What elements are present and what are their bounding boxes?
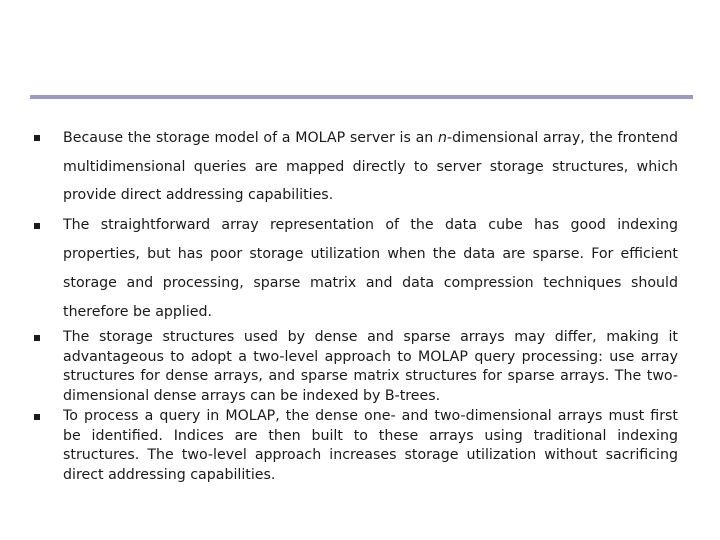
square-bullet-icon bbox=[34, 414, 40, 420]
bullet-item bbox=[63, 328, 678, 406]
bullet-item bbox=[63, 211, 678, 327]
bullet-item bbox=[63, 407, 678, 485]
bullet-text: The storage structures used by dense and sparse arrays may differ, making it advantageous to adopt a two-level approach to MOLAP query processing: use array structures for dense arrays, and sparse matrix structures for sparse arrays. The two-dimensional dense arrays can be indexed by B-trees. bbox=[63, 329, 678, 404]
bullet-text: To process a query in MOLAP, the dense one- and two-dimensional arrays must first be identified. Indices are then built to these arrays using traditional indexing structures. The two-level approach increases storage utilization without sacrificing direct addressing capabilities. bbox=[63, 408, 678, 483]
square-bullet-icon bbox=[34, 223, 40, 229]
bullet-text: The straightforward array representation of the data cube has good indexing properties, but has poor storage utilization when the data are sparse. For efficient storage and processing, sparse matrix and data compression techniques should therefore be applied. bbox=[63, 217, 678, 320]
bullet-text-start: Because the storage model of a MOLAP server is an bbox=[63, 130, 439, 146]
square-bullet-icon bbox=[34, 135, 40, 141]
bullet-item bbox=[63, 124, 678, 210]
square-bullet-icon bbox=[34, 335, 40, 341]
bullet-text-italic: n bbox=[438, 130, 448, 146]
bullet-text-end: -dimensional array, the frontend multidimensional queries are mapped directly to server storage structures, which provide direct addressing capabilities. bbox=[63, 130, 678, 204]
